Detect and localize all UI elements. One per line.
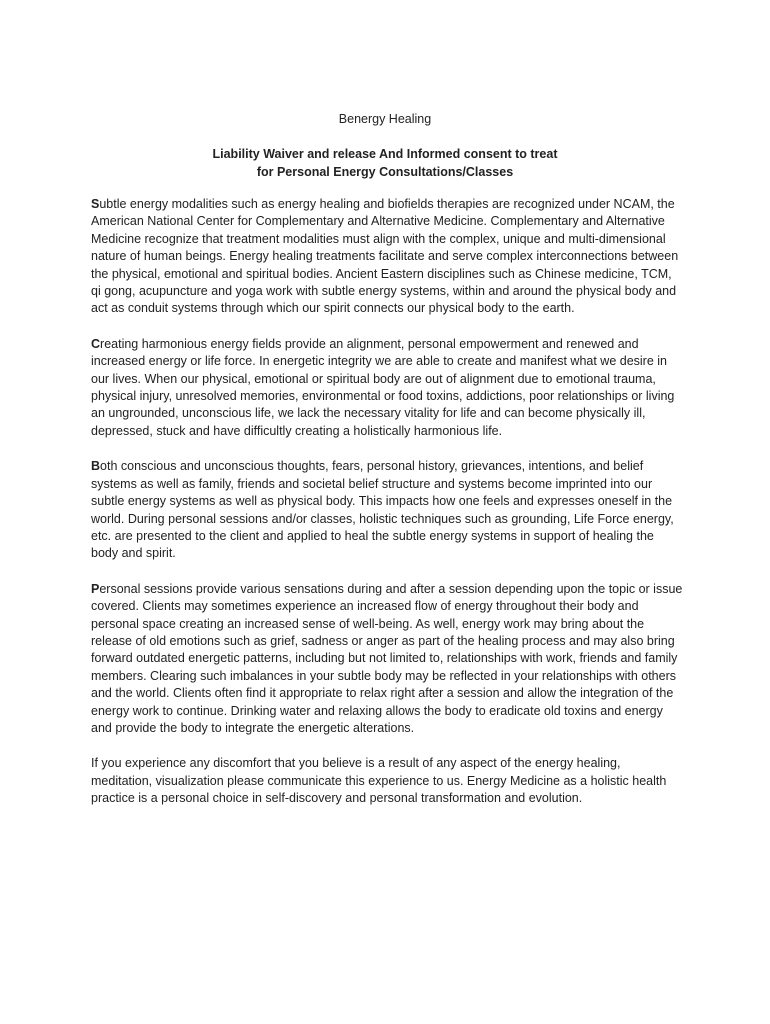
title-line-1: Liability Waiver and release And Informed consent to treat <box>212 147 558 161</box>
organization-name: Benergy Healing <box>338 112 432 126</box>
paragraph-lead-letter: P <box>91 581 100 596</box>
paragraph-text: ubtle energy modalities such as energy healing and biofields therapies are recognized under NCAM, the American National Center for Complementary and Alternative Medicine. Complementary and Alternative Medicine recognize that treatment modalities must align with the complex, unique and multi-dimensional nature of human beings. Energy healing treatments facilitate and serve complex interconnections between the physical, emotional and spiritual bodies. Ancient Eastern disciplines such as Chinese medicine, TCM, qi gong, acupuncture and yoga work with subtle energy systems, within and around the physical body and act as conduit systems through which our spirit connects our physical body to the earth. <box>91 197 679 316</box>
paragraph-sessions <box>91 581 683 738</box>
paragraph-lead-letter: B <box>91 459 101 474</box>
paragraph-text: reating harmonious energy fields provide an alignment, personal empowerment and renewed and increased energy or life force. In energetic integrity we are able to create and manifest what we desire in our lives. When our physical, emotional or spiritual body are out of alignment due to emotional trauma, physical injury, unresolved memories, environmental or food toxins, addictions, poor relationships or living an ungrounded, unconscious life, we lack the necessary vitality for life and can become physically ill, depressed, stuck and have difficultly creating a holistically harmonious life. <box>91 336 675 438</box>
paragraph-text: oth conscious and unconscious thoughts, fears, personal history, grievances, intentions, and belief systems as well as family, friends and societal belief structure and systems become imprinted into our subtle energy systems as well as physical body. This impacts how one feels and expresses oneself in the world. During personal sessions and/or classes, holistic techniques such as grounding, Life Force energy, etc. are presented to the client and applied to heal the subtle energy systems in support of healing the body and spirit. <box>91 459 674 561</box>
paragraph-lead-letter: S <box>91 197 100 211</box>
title-line-2: for Personal Energy Consultations/Classes <box>256 165 514 179</box>
paragraph-discomfort <box>91 755 683 807</box>
paragraph-intro <box>91 196 683 318</box>
paragraph-beliefs <box>91 458 683 562</box>
paragraph-text: ersonal sessions provide various sensations during and after a session depending upon the topic or issue covered. Clients may sometimes experience an increased flow of energy throughout their body and personal space creating an increased sense of well-being. As well, energy work may bring about the release of old emotions such as grief, sadness or anger as part of the healing process and may also bring forward outdated energetic patterns, including but not limited to, relationships with work, friends and family members. Clearing such imbalances in your subtle body may be reflected in your relationships with others and the world. Clients often find it appropriate to relax right after a session and allow the integration of the energy work to continue. Drinking water and relaxing allows the body to eradicate old toxins and energy and provide the body to integrate the energetic alterations. <box>91 581 683 735</box>
document-title <box>0 145 770 181</box>
document-body <box>91 196 683 826</box>
paragraph-text: If you experience any discomfort that you believe is a result of any aspect of the energy healing, meditation, visualization please communicate this experience to us. Energy Medicine as a holistic health practice is a personal choice in self-discovery and personal transformation and evolution. <box>91 756 667 806</box>
paragraph-lead-letter: C <box>91 336 101 351</box>
paragraph-harmonious-fields <box>91 336 683 440</box>
